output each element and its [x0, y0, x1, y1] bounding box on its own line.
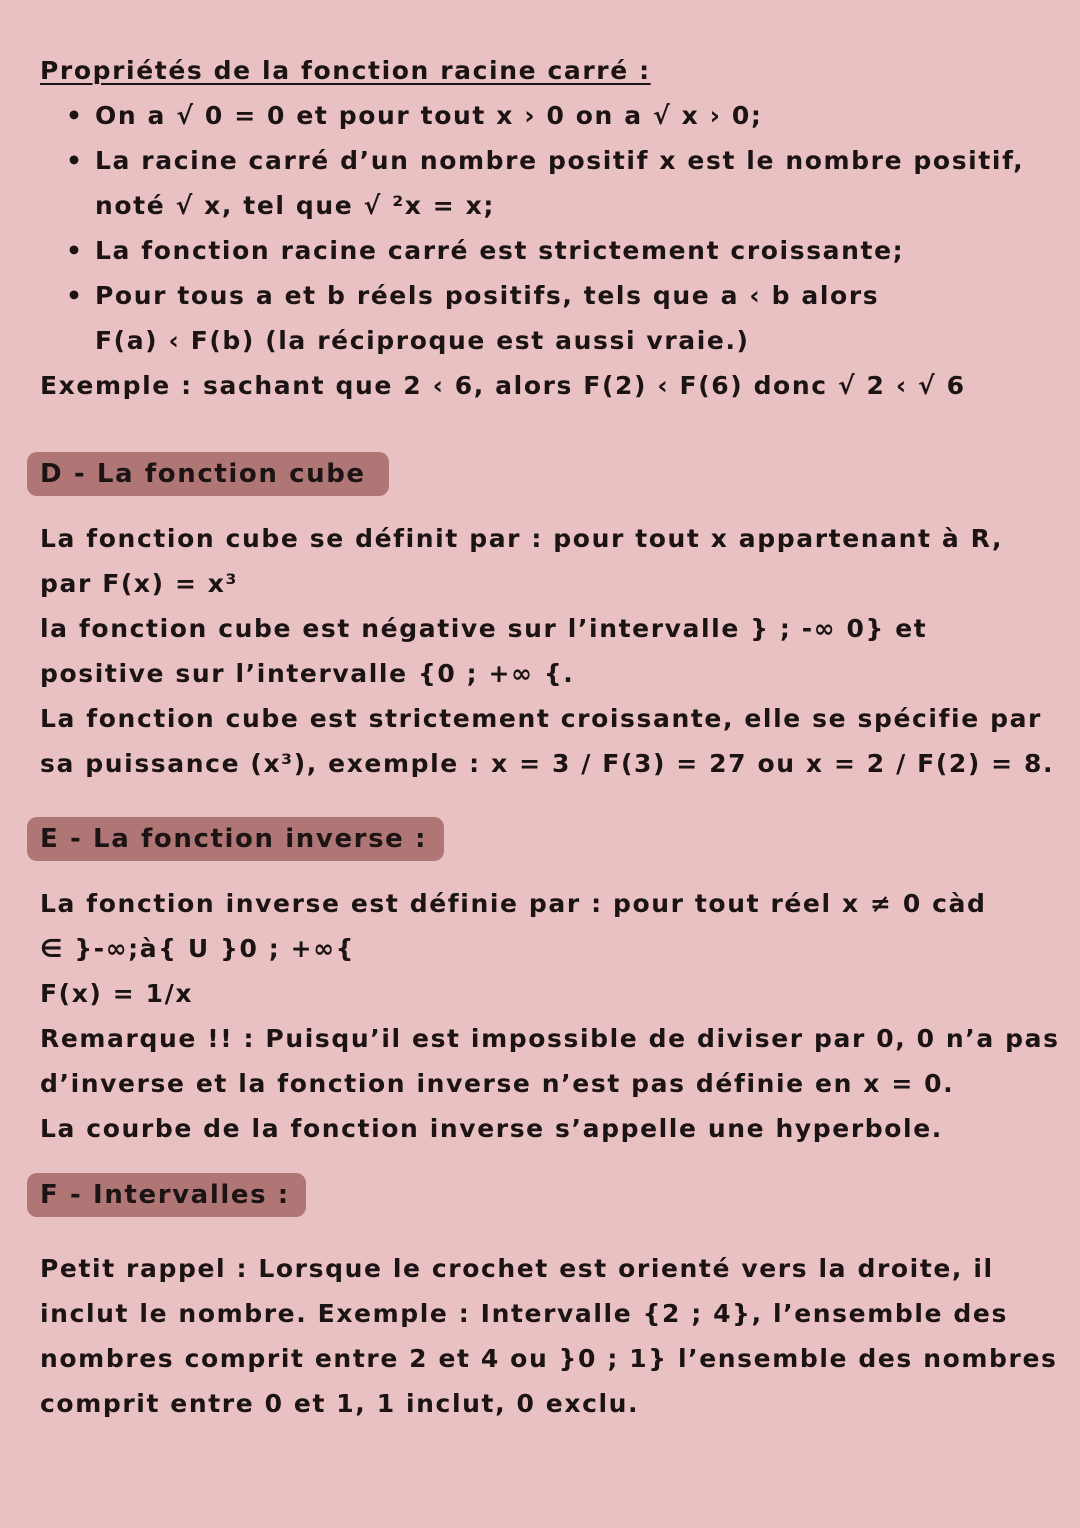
section-heading-inverse: E - La fonction inverse : — [27, 817, 444, 861]
paragraph-line: Remarque !! : Puisqu’il est impossible de diviser par 0, 0 n’a pas — [40, 1024, 1060, 1053]
paragraph-line: inclut le nombre. Exemple : Intervalle {2 ; 4}, l’ensemble des — [40, 1299, 1008, 1328]
bullet-dot: • — [66, 236, 84, 265]
bullet-text-continued: F(a) ‹ F(b) (la réciproque est aussi vraie.) — [95, 326, 750, 355]
section-heading-cube: D - La fonction cube — [27, 452, 389, 496]
paragraph-line: ∈ }-∞;à{ U }0 ; +∞{ — [40, 934, 356, 963]
section-heading-intervalles: F - Intervalles : — [27, 1173, 306, 1217]
paragraph-line: La fonction inverse est définie par : pour tout réel x ≠ 0 càd — [40, 889, 987, 918]
paragraph-line: la fonction cube est négative sur l’intervalle } ; -∞ 0} et — [40, 614, 928, 643]
bullet-text: La fonction racine carré est strictement croissante; — [95, 236, 905, 265]
paragraph-line: La fonction cube se définit par : pour tout x appartenant à R, — [40, 524, 1004, 553]
paragraph-line: par F(x) = x³ — [40, 569, 239, 598]
bullet-text: On a √ 0 = 0 et pour tout x › 0 on a √ x › 0; — [95, 101, 763, 130]
paragraph-line: sa puissance (x³), exemple : x = 3 / F(3) = 27 ou x = 2 / F(2) = 8. — [40, 749, 1055, 778]
bullet-text-continued: noté √ x, tel que √ ²x = x; — [95, 191, 495, 220]
section-title-racine-carre: Propriétés de la fonction racine carré : — [40, 56, 651, 85]
paragraph-line: La fonction cube est strictement croissante, elle se spécifie par — [40, 704, 1042, 733]
paragraph-line: Petit rappel : Lorsque le crochet est orienté vers la droite, il — [40, 1254, 994, 1283]
bullet-text: La racine carré d’un nombre positif x est le nombre positif, — [95, 146, 1025, 175]
paragraph-line: La courbe de la fonction inverse s’appelle une hyperbole. — [40, 1114, 943, 1143]
bullet-dot: • — [66, 101, 84, 130]
bullet-dot: • — [66, 146, 84, 175]
example-line: Exemple : sachant que 2 ‹ 6, alors F(2) ‹ F(6) donc √ 2 ‹ √ 6 — [40, 371, 966, 400]
paragraph-line: F(x) = 1/x — [40, 979, 194, 1008]
bullet-text: Pour tous a et b réels positifs, tels que a ‹ b alors — [95, 281, 880, 310]
paragraph-line: comprit entre 0 et 1, 1 inclut, 0 exclu. — [40, 1389, 640, 1418]
bullet-dot: • — [66, 281, 84, 310]
paragraph-line: d’inverse et la fonction inverse n’est pas définie en x = 0. — [40, 1069, 955, 1098]
paragraph-line: nombres comprit entre 2 et 4 ou }0 ; 1} l’ensemble des nombres — [40, 1344, 1058, 1373]
paragraph-line: positive sur l’intervalle {0 ; +∞ {. — [40, 659, 575, 688]
